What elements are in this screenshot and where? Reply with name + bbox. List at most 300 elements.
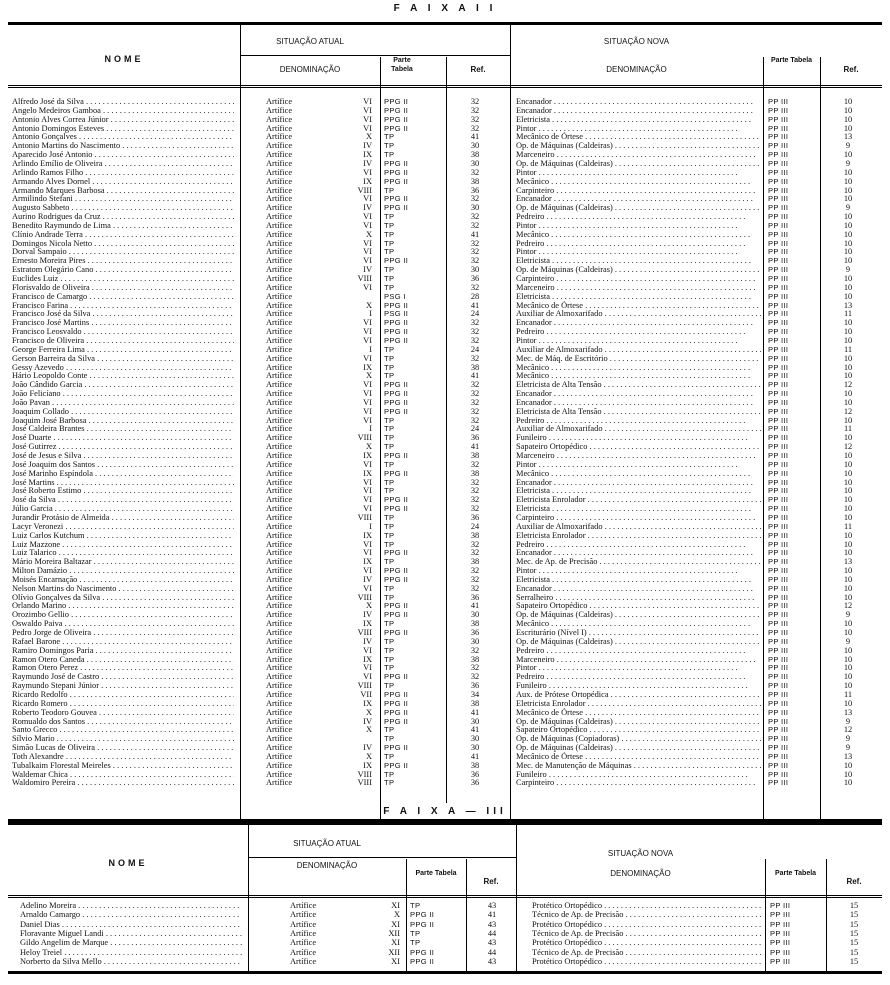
table-row: [8, 681, 882, 690]
cell-denominacao: Artífice: [266, 495, 293, 505]
cell-nome: Angelo Medeiros Gamboa . . .: [12, 106, 234, 115]
cell-parte-tabela-nova: PP III: [768, 194, 789, 204]
cell-ref-nova: 10: [843, 628, 853, 637]
table-row: [8, 628, 882, 637]
cell-classe: XI: [391, 901, 400, 910]
cell-nome: Toth Alexandre . . .: [12, 752, 234, 761]
cell-parte-tabela: TP: [410, 901, 421, 910]
table-row: [8, 672, 882, 681]
cell-ref: 32: [470, 282, 480, 292]
cell-denominacao-nova: Op. de Máquinas (Caldeiras) . . .: [516, 265, 761, 274]
cell-classe: I: [369, 521, 372, 531]
cell-denominacao: Artífice: [266, 583, 293, 593]
cell-nome: Arlindo Emílio de Oliveira . . .: [12, 159, 234, 168]
cell-ref: 32: [470, 459, 480, 469]
cell-ref-nova: 12: [843, 725, 853, 735]
cell-parte-tabela: PPG II: [384, 495, 409, 505]
cell-parte-tabela: TP: [384, 486, 395, 496]
cell-denominacao-nova: Eletricista . . .: [516, 486, 761, 495]
cell-ref: 38: [470, 451, 480, 460]
cell-classe: VI: [363, 406, 372, 416]
cell-parte-tabela: TP: [384, 220, 395, 230]
table-row: [8, 770, 882, 779]
cell-ref: 32: [470, 123, 480, 133]
header-ref-nova: Ref.: [846, 877, 862, 886]
table-row: [8, 540, 882, 549]
cell-classe: IX: [363, 557, 372, 567]
cell-parte-tabela-nova: PP III: [768, 406, 789, 416]
cell-ref-nova: 10: [843, 256, 853, 266]
cell-nome: Norberto da Silva Mello . . .: [20, 957, 242, 966]
cell-parte-tabela-nova: PP III: [768, 504, 789, 514]
cell-parte-tabela: TP: [384, 353, 395, 363]
cell-classe: VIII: [357, 185, 372, 195]
table-row: [8, 957, 882, 966]
cell-parte-tabela: PPG II: [384, 176, 409, 186]
cell-ref: 38: [470, 530, 480, 540]
cell-ref-nova: 9: [845, 734, 851, 744]
cell-ref-nova: 10: [843, 504, 853, 514]
cell-classe: I: [369, 424, 372, 434]
cell-denominacao-nova: Pedreiro . . .: [516, 646, 761, 655]
table-row: [8, 575, 882, 584]
cell-classe: IX: [363, 698, 372, 708]
table-row: [8, 761, 882, 770]
cell-classe: VIII: [357, 512, 372, 522]
cell-denominacao: Artífice: [266, 194, 293, 204]
cell-denominacao-nova: Marceneiro . . .: [516, 655, 761, 664]
cell-classe: VIII: [357, 778, 372, 788]
cell-ref-nova: 12: [843, 442, 853, 452]
cell-denominacao-nova: Encanador . . .: [516, 194, 761, 203]
cell-denominacao-nova: Pintor . . .: [516, 221, 761, 230]
cell-classe: VI: [363, 645, 372, 655]
table-row: [8, 734, 882, 743]
cell-denominacao: Artífice: [266, 389, 293, 399]
cell-denominacao-nova: Técnico de Ap. de Precisão . . .: [532, 910, 762, 919]
cell-ref-nova: 15: [849, 901, 859, 910]
cell-denominacao-nova: Mecânico . . .: [516, 371, 761, 380]
cell-ref-nova: 11: [843, 309, 853, 319]
cell-classe: IV: [363, 610, 372, 620]
cell-denominacao: Artífice: [266, 548, 293, 558]
cell-ref: 32: [470, 389, 480, 399]
cell-denominacao: Artífice: [266, 327, 293, 337]
cell-parte-tabela: TP: [384, 592, 395, 602]
table-row: [8, 601, 882, 610]
cell-denominacao-nova: Auxiliar de Almoxarifado . . .: [516, 522, 761, 531]
cell-parte-tabela: PPG II: [384, 566, 409, 576]
cell-parte-tabela: TP: [384, 530, 395, 540]
cell-nome: Ricardo Redolfo . . .: [12, 690, 234, 699]
cell-denominacao: Artífice: [266, 486, 293, 496]
cell-parte-tabela: PPG II: [384, 380, 409, 390]
cell-ref: 43: [487, 919, 497, 929]
cell-nome: José Roberto Estimo . . .: [12, 486, 234, 495]
cell-classe: X: [365, 132, 372, 142]
cell-classe: VI: [363, 114, 372, 124]
cell-ref: 32: [470, 238, 480, 248]
cell-parte-tabela-nova: PP III: [770, 910, 791, 920]
cell-parte-tabela: PPG II: [410, 910, 435, 920]
cell-parte-tabela: PPG II: [384, 716, 409, 726]
table-row: [8, 150, 882, 159]
cell-classe: VII: [360, 689, 372, 699]
cell-classe: IV: [363, 636, 372, 646]
table-row: [8, 584, 882, 593]
cell-denominacao: Artífice: [266, 760, 293, 770]
cell-denominacao: Artífice: [266, 309, 293, 319]
cell-ref-nova: 10: [843, 282, 853, 292]
cell-ref-nova: 10: [843, 698, 853, 708]
cell-denominacao: Artífice: [266, 663, 293, 673]
cell-denominacao: Artífice: [266, 247, 293, 257]
cell-nome: Antonio Gonçalves . . .: [12, 132, 234, 141]
cell-ref-nova: 10: [843, 486, 853, 496]
cell-ref-nova: 10: [843, 220, 853, 230]
table-row: [8, 230, 882, 239]
cell-classe: VI: [363, 504, 372, 514]
cell-ref: 32: [470, 663, 480, 673]
cell-denominacao: Artífice: [266, 256, 293, 266]
cell-ref: 32: [470, 539, 480, 549]
cell-denominacao: Artífice: [266, 229, 293, 239]
cell-ref-nova: 10: [843, 229, 853, 239]
cell-classe: VIII: [357, 433, 372, 443]
table-row: [8, 663, 882, 672]
cell-parte-tabela-nova: PP III: [768, 566, 789, 576]
cell-ref-nova: 10: [843, 212, 853, 222]
cell-parte-tabela-nova: PP III: [768, 672, 789, 682]
cell-denominacao-nova: Mecânico de Órtese . . .: [516, 708, 761, 717]
cell-nome: Antonio Alves Correa Júnior . . .: [12, 115, 234, 124]
cell-parte-tabela: PPG II: [410, 956, 435, 966]
table-row: [8, 593, 882, 602]
cell-denominacao-nova: Pintor . . .: [516, 124, 761, 133]
table-row: [8, 531, 882, 540]
cell-parte-tabela-nova: PP III: [768, 158, 789, 168]
cell-denominacao: Artífice: [266, 185, 293, 195]
cell-denominacao: Artífice: [266, 451, 293, 460]
cell-parte-tabela-nova: PP III: [768, 97, 789, 106]
table-row: [8, 557, 882, 566]
cell-denominacao-nova: Mecânico de Órtese . . .: [516, 752, 761, 761]
cell-ref-nova: 13: [843, 132, 853, 142]
cell-nome: Oswaldo Paiva . . .: [12, 619, 234, 628]
cell-parte-tabela: PPG II: [384, 389, 409, 399]
cell-denominacao: Artífice: [266, 167, 293, 177]
cell-denominacao-nova: Encanador . . .: [516, 106, 761, 115]
cell-denominacao: Artífice: [266, 371, 293, 381]
cell-denominacao-nova: Carpinteiro . . .: [516, 274, 761, 283]
cell-denominacao-nova: Pedreiro . . .: [516, 416, 761, 425]
cell-classe: IV: [363, 265, 372, 275]
cell-nome: Jurandir Protásio de Almeida . . .: [12, 513, 234, 522]
cell-ref-nova: 10: [843, 468, 853, 478]
cell-denominacao-nova: Pintor . . .: [516, 336, 761, 345]
cell-ref-nova: 13: [843, 300, 853, 310]
cell-parte-tabela-nova: PP III: [768, 743, 789, 753]
header-parte-tabela: Parte Tabela: [391, 57, 413, 73]
cell-parte-tabela-nova: PP III: [768, 725, 789, 735]
cell-denominacao-nova: Op. de Máquinas (Caldeiras) . . .: [516, 717, 761, 726]
table-row: [8, 743, 882, 752]
cell-ref: 32: [470, 566, 480, 576]
cell-ref-nova: 10: [843, 592, 853, 602]
cell-parte-tabela-nova: PP III: [770, 938, 791, 948]
cell-nome: Ernesto Moreira Pires . . .: [12, 256, 234, 265]
cell-ref-nova: 10: [843, 459, 853, 469]
cell-denominacao: Artífice: [290, 947, 317, 957]
cell-denominacao: Artífice: [266, 105, 293, 115]
cell-denominacao-nova: Auxiliar de Almoxarifado . . .: [516, 345, 761, 354]
cell-parte-tabela: PPG II: [384, 451, 409, 460]
cell-parte-tabela-nova: PP III: [768, 707, 789, 717]
cell-nome: Lacyr Veronezi . . .: [12, 522, 234, 531]
table-row: [8, 920, 882, 929]
table-row: [8, 380, 882, 389]
cell-parte-tabela-nova: PP III: [768, 389, 789, 399]
cell-ref: 32: [470, 380, 480, 390]
cell-nome: Francisco Leosvaldo . . .: [12, 327, 234, 336]
table-row: [8, 486, 882, 495]
cell-ref-nova: 15: [849, 938, 859, 948]
cell-parte-tabela: TP: [384, 512, 395, 522]
cell-ref-nova: 10: [843, 389, 853, 399]
cell-parte-tabela: PPG II: [384, 300, 409, 310]
cell-denominacao: Artífice: [266, 353, 293, 363]
cell-ref: 32: [470, 486, 480, 496]
cell-denominacao: Artífice: [290, 919, 317, 929]
cell-denominacao-nova: Funileiro . . .: [516, 770, 761, 779]
cell-ref-nova: 10: [843, 530, 853, 540]
cell-ref: 30: [470, 158, 480, 168]
cell-classe: XI: [391, 938, 400, 948]
cell-parte-tabela-nova: PP III: [768, 318, 789, 328]
cell-classe: VIII: [357, 681, 372, 691]
cell-parte-tabela-nova: PP III: [768, 229, 789, 239]
cell-parte-tabela-nova: PP III: [770, 901, 791, 910]
cell-denominacao-nova: Mecânico . . .: [516, 363, 761, 372]
cell-parte-tabela: PPG II: [384, 689, 409, 699]
cell-classe: VIII: [357, 592, 372, 602]
cell-denominacao: Artífice: [266, 433, 293, 443]
cell-parte-tabela-nova: PP III: [768, 415, 789, 425]
cell-denominacao-nova: Pedreiro . . .: [516, 540, 761, 549]
cell-ref: 38: [470, 468, 480, 478]
cell-classe: VI: [363, 97, 372, 106]
cell-nome: José Duarte . . .: [12, 433, 234, 442]
cell-nome: Orozimbo Gellio . . .: [12, 610, 234, 619]
cell-ref-nova: 10: [843, 105, 853, 115]
cell-denominacao-nova: Mec. de Manutenção de Máquinas . . .: [516, 761, 761, 770]
cell-classe: VI: [363, 663, 372, 673]
cell-ref-nova: 10: [843, 495, 853, 505]
cell-denominacao: Artífice: [266, 477, 293, 487]
cell-denominacao: Artífice: [266, 566, 293, 576]
cell-classe: IX: [363, 176, 372, 186]
cell-nome: Floravante Miguel Landi . . .: [20, 929, 242, 938]
cell-nome: Heloy Treiel . . .: [20, 948, 242, 957]
cell-nome: Dorval Sampaio . . .: [12, 247, 234, 256]
cell-denominacao: Artífice: [266, 539, 293, 549]
cell-denominacao: Artífice: [266, 619, 293, 629]
cell-nome: Armando Alves Dornel . . .: [12, 177, 234, 186]
cell-parte-tabela-nova: PP III: [768, 167, 789, 177]
cell-classe: IV: [363, 203, 372, 213]
cell-ref: 41: [470, 229, 480, 239]
cell-parte-tabela-nova: PP III: [768, 689, 789, 699]
header-ref-nova: Ref.: [843, 65, 859, 74]
cell-nome: Francisco José Martins . . .: [12, 318, 234, 327]
cell-parte-tabela: TP: [384, 433, 395, 443]
cell-nome: Hário Leopoldo Conte . . .: [12, 371, 234, 380]
cell-parte-tabela-nova: PP III: [770, 956, 791, 966]
cell-denominacao: Artífice: [266, 645, 293, 655]
cell-denominacao: Artífice: [266, 707, 293, 717]
cell-denominacao: Artífice: [266, 592, 293, 602]
header-parte-tabela: Parte Tabela: [415, 870, 457, 877]
cell-parte-tabela: PPG II: [384, 628, 409, 637]
cell-denominacao: Artífice: [266, 743, 293, 753]
cell-denominacao-nova: Pedreiro . . .: [516, 212, 761, 221]
cell-parte-tabela-nova: PP III: [768, 645, 789, 655]
cell-denominacao-nova: Eletricista Enrolador . . .: [516, 531, 761, 540]
cell-nome: Francisco de Camargo . . .: [12, 292, 234, 301]
cell-denominacao-nova: Pedreiro . . .: [516, 672, 761, 681]
table-row: [8, 141, 882, 150]
cell-denominacao-nova: Mec. de Ap. de Precisão . . .: [516, 557, 761, 566]
cell-denominacao: Artífice: [266, 335, 293, 345]
cell-nome: José Joaquim dos Santos . . .: [12, 460, 234, 469]
cell-parte-tabela: TP: [384, 769, 395, 779]
cell-denominacao: Artífice: [266, 291, 293, 301]
cell-ref: 41: [470, 132, 480, 142]
cell-parte-tabela: TP: [384, 282, 395, 292]
cell-ref-nova: 10: [843, 371, 853, 381]
cell-denominacao: Artífice: [290, 928, 317, 938]
cell-ref: 32: [470, 327, 480, 337]
cell-nome: Raymundo José de Castro . . .: [12, 672, 234, 681]
cell-ref-nova: 13: [843, 557, 853, 567]
cell-ref: 32: [470, 247, 480, 257]
cell-nome: Estratom Olegário Cano . . .: [12, 265, 234, 274]
cell-denominacao-nova: Técnico de Ap. de Precisão . . .: [532, 929, 762, 938]
cell-parte-tabela: TP: [384, 725, 395, 735]
header-denominacao-nova: DENOMINAÇÃO: [606, 65, 667, 74]
cell-parte-tabela-nova: PP III: [768, 486, 789, 496]
cell-ref: 41: [470, 371, 480, 381]
table-row: [8, 495, 882, 504]
cell-ref: 24: [470, 344, 480, 354]
cell-parte-tabela-nova: PP III: [768, 132, 789, 142]
cell-classe: XII: [388, 947, 400, 957]
cell-classe: IX: [363, 530, 372, 540]
cell-ref-nova: 13: [843, 751, 853, 761]
table-row: [8, 646, 882, 655]
cell-ref-nova: 10: [843, 274, 853, 283]
cell-denominacao-nova: Funileiro . . .: [516, 681, 761, 690]
cell-denominacao-nova: Protético Ortopédico . . .: [532, 957, 762, 966]
cell-parte-tabela-nova: PP III: [768, 751, 789, 761]
table-row: [8, 929, 882, 938]
cell-denominacao: Artífice: [266, 362, 293, 372]
table-row: [8, 124, 882, 133]
cell-parte-tabela: TP: [384, 583, 395, 593]
cell-ref: 38: [470, 698, 480, 708]
cell-parte-tabela: PPG II: [384, 203, 409, 213]
cell-denominacao-nova: Op. de Máquinas (Caldeiras) . . .: [516, 141, 761, 150]
table-row: [8, 265, 882, 274]
cell-nome: Adelino Moreira . . .: [20, 901, 242, 910]
cell-classe: IX: [363, 654, 372, 664]
cell-classe: X: [365, 229, 372, 239]
cell-ref-nova: 11: [843, 521, 853, 531]
cell-ref: 38: [470, 619, 480, 629]
header-denominacao-nova: DENOMINAÇÃO: [610, 869, 671, 878]
cell-ref: 32: [470, 504, 480, 514]
cell-parte-tabela-nova: PP III: [768, 716, 789, 726]
cell-parte-tabela-nova: PP III: [768, 451, 789, 460]
table-row: [8, 115, 882, 124]
cell-ref: 32: [470, 318, 480, 328]
table-row: [8, 318, 882, 327]
table-row: [8, 389, 882, 398]
cell-parte-tabela-nova: PP III: [768, 539, 789, 549]
cell-denominacao: Artífice: [266, 636, 293, 646]
cell-classe: VIII: [357, 769, 372, 779]
cell-classe: VI: [363, 459, 372, 469]
cell-denominacao-nova: Encanador . . .: [516, 584, 761, 593]
cell-parte-tabela-nova: PP III: [768, 220, 789, 230]
cell-denominacao: Artífice: [266, 628, 293, 637]
table-row: [8, 247, 882, 256]
faixa-iii-title: F A I X A — III: [383, 806, 507, 817]
cell-ref-nova: 10: [843, 619, 853, 629]
cell-classe: IX: [363, 150, 372, 160]
table-row: [8, 336, 882, 345]
cell-parte-tabela: PPG II: [384, 327, 409, 337]
cell-ref-nova: 10: [843, 645, 853, 655]
cell-ref: 38: [470, 760, 480, 770]
cell-nome: Roberto Teodoro Gouvea . . .: [12, 708, 234, 717]
cell-ref-nova: 13: [843, 707, 853, 717]
cell-parte-tabela-nova: PP III: [768, 291, 789, 301]
cell-parte-tabela: TP: [384, 539, 395, 549]
cell-parte-tabela: PSG II: [384, 309, 409, 319]
cell-parte-tabela-nova: PP III: [768, 256, 789, 266]
cell-classe: IV: [363, 743, 372, 753]
cell-parte-tabela-nova: PP III: [768, 468, 789, 478]
cell-parte-tabela-nova: PP III: [768, 530, 789, 540]
table-row: [8, 132, 882, 141]
table-row: [8, 451, 882, 460]
cell-nome: João Pavan . . .: [12, 398, 234, 407]
cell-denominacao-nova: Pintor . . .: [516, 168, 761, 177]
cell-denominacao-nova: Op. de Máquinas (Copiadoras) . . .: [516, 734, 761, 743]
cell-denominacao-nova: Encanador . . .: [516, 548, 761, 557]
cell-ref: 32: [470, 415, 480, 425]
cell-ref: 32: [470, 97, 480, 106]
cell-denominacao: Artífice: [266, 725, 293, 735]
cell-ref: 38: [470, 150, 480, 160]
cell-parte-tabela: TP: [384, 344, 395, 354]
cell-classe: VI: [363, 566, 372, 576]
cell-nome: Francisco Farina . . .: [12, 301, 234, 310]
cell-ref-nova: 10: [843, 566, 853, 576]
cell-ref: 32: [470, 335, 480, 345]
cell-denominacao-nova: Sapateiro Ortopédico . . .: [516, 725, 761, 734]
